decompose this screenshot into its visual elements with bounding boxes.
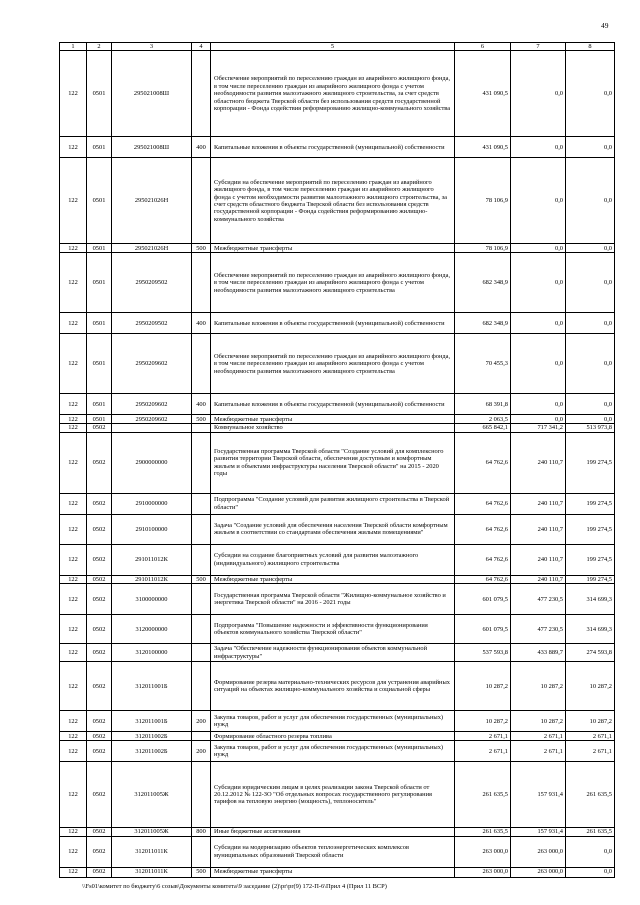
item-name-cell: Государственная программа Тверской области "Создание условий для комплексного развития территории Тверской области, обеспечения доступным и комфортным жильем и объектами инфраструктуры населения Тверской области" на 2015 - 2020 годы (211, 432, 455, 493)
page-number: 49 (601, 21, 609, 30)
target-article-cell: 312011011К (112, 836, 192, 867)
expense-type-cell (192, 762, 211, 828)
admin-code-cell: 122 (60, 644, 87, 662)
target-article-cell (112, 424, 192, 432)
admin-code-cell: 122 (60, 662, 87, 711)
item-name-cell: Государственная программа Тверской области "Жилищно-коммунальное хозяйство и энергетика Тверской области" на 2016 - 2021 годы (211, 584, 455, 615)
amount-col8-cell: 0,0 (566, 253, 615, 313)
expense-type-cell (192, 662, 211, 711)
table-row (60, 615, 615, 644)
amount-col8-cell: 0,0 (566, 415, 615, 424)
amount-col8-cell: 199 274,5 (566, 514, 615, 544)
expense-type-cell: 800 (192, 828, 211, 836)
amount-col8-cell: 0,0 (566, 836, 615, 867)
amount-col6-cell: 64 762,6 (455, 575, 511, 583)
section-code-cell: 0502 (87, 424, 112, 432)
target-article-cell: 312011001Б (112, 662, 192, 711)
item-name-cell: Межбюджетные трансферты (211, 244, 455, 253)
amount-col6-cell: 682 348,9 (455, 313, 511, 334)
expense-type-cell (192, 51, 211, 137)
item-name-cell: Межбюджетные трансферты (211, 575, 455, 583)
amount-col6-cell: 2 063,5 (455, 415, 511, 424)
target-article-cell: 2950209502 (112, 313, 192, 334)
table-row (60, 137, 615, 158)
expense-type-cell (192, 732, 211, 741)
item-name-cell: Межбюджетные трансферты (211, 867, 455, 877)
admin-code-cell: 122 (60, 741, 87, 762)
amount-col7-cell: 0,0 (511, 253, 566, 313)
item-name-cell: Межбюджетные трансферты (211, 415, 455, 424)
amount-col8-cell: 10 287,2 (566, 711, 615, 732)
amount-col7-cell: 477 230,5 (511, 584, 566, 615)
amount-col6-cell: 64 762,6 (455, 432, 511, 493)
target-article-cell: 2910000000 (112, 493, 192, 514)
expense-type-cell (192, 334, 211, 394)
admin-code-cell: 122 (60, 424, 87, 432)
section-code-cell: 0501 (87, 415, 112, 424)
amount-col7-cell: 157 931,4 (511, 762, 566, 828)
admin-code-cell: 122 (60, 51, 87, 137)
admin-code-cell: 122 (60, 615, 87, 644)
amount-col6-cell: 431 090,5 (455, 137, 511, 158)
expense-type-cell (192, 544, 211, 575)
table-row (60, 51, 615, 137)
column-header-2: 2 (87, 43, 112, 51)
item-name-cell: Субсидии на обеспечение мероприятий по переселению граждан из аварийного жилищного фонда, в том числе переселению граждан из аварийного жилищного фонда с учетом необходимости развития малоэтажного жилищного строительства, за счет средств областного бюджета Тверской области без использования средств государственной корпорации - Фонда содействия реформированию жилищно-коммунального хозяйства (211, 158, 455, 244)
target-article-cell: 3120100000 (112, 644, 192, 662)
amount-col6-cell: 10 287,2 (455, 662, 511, 711)
table-row (60, 867, 615, 877)
amount-col6-cell: 10 287,2 (455, 711, 511, 732)
amount-col8-cell: 199 274,5 (566, 493, 615, 514)
table-row (60, 741, 615, 762)
amount-col8-cell: 0,0 (566, 137, 615, 158)
section-code-cell: 0502 (87, 544, 112, 575)
item-name-cell: Закупка товаров, работ и услуг для обеспечения государственных (муниципальных) нужд (211, 711, 455, 732)
target-article-cell: 2950209602 (112, 394, 192, 415)
amount-col6-cell: 261 635,5 (455, 828, 511, 836)
amount-col6-cell: 261 635,5 (455, 762, 511, 828)
amount-col6-cell: 70 455,3 (455, 334, 511, 394)
admin-code-cell: 122 (60, 313, 87, 334)
item-name-cell: Обеспечение мероприятий по переселению граждан из аварийного жилищного фонда, в том числе переселению граждан из аварийного жилищного фонда с учетом необходимости развития малоэтажного жилищного строительства (211, 334, 455, 394)
section-code-cell: 0502 (87, 584, 112, 615)
section-code-cell: 0502 (87, 493, 112, 514)
amount-col7-cell: 240 110,7 (511, 514, 566, 544)
table-row (60, 493, 615, 514)
target-article-cell: 2950209602 (112, 415, 192, 424)
amount-col6-cell: 64 762,6 (455, 493, 511, 514)
amount-col7-cell: 0,0 (511, 137, 566, 158)
amount-col7-cell: 2 671,1 (511, 732, 566, 741)
target-article-cell: 2900000000 (112, 432, 192, 493)
table-row (60, 836, 615, 867)
target-article-cell: 312011005Ж (112, 828, 192, 836)
amount-col7-cell: 433 889,7 (511, 644, 566, 662)
amount-col7-cell: 157 931,4 (511, 828, 566, 836)
section-code-cell: 0501 (87, 244, 112, 253)
admin-code-cell: 122 (60, 415, 87, 424)
item-name-cell: Иные бюджетные ассигнования (211, 828, 455, 836)
amount-col8-cell: 314 699,3 (566, 584, 615, 615)
amount-col7-cell: 0,0 (511, 415, 566, 424)
section-code-cell: 0501 (87, 253, 112, 313)
amount-col7-cell: 240 110,7 (511, 575, 566, 583)
target-article-cell: 291011012К (112, 575, 192, 583)
section-code-cell: 0502 (87, 575, 112, 583)
amount-col8-cell: 274 593,8 (566, 644, 615, 662)
column-header-1: 1 (60, 43, 87, 51)
expense-type-cell (192, 644, 211, 662)
amount-col7-cell: 263 000,0 (511, 867, 566, 877)
section-code-cell: 0502 (87, 662, 112, 711)
target-article-cell: 2950209502 (112, 253, 192, 313)
expense-type-cell: 500 (192, 244, 211, 253)
admin-code-cell: 122 (60, 244, 87, 253)
amount-col6-cell: 78 106,9 (455, 244, 511, 253)
expense-type-cell (192, 514, 211, 544)
admin-code-cell: 122 (60, 544, 87, 575)
table-row (60, 244, 615, 253)
table-row (60, 762, 615, 828)
amount-col6-cell: 78 106,9 (455, 158, 511, 244)
expense-type-cell (192, 493, 211, 514)
amount-col6-cell: 682 348,9 (455, 253, 511, 313)
target-article-cell: 312011011К (112, 867, 192, 877)
amount-col6-cell: 263 000,0 (455, 836, 511, 867)
item-name-cell: Субсидии на создание благоприятных условий для развития малоэтажного (индивидуального) жилищного строительства (211, 544, 455, 575)
target-article-cell: 295021008Ш (112, 137, 192, 158)
target-article-cell: 312011002Б (112, 732, 192, 741)
target-article-cell: 295021008Ш (112, 51, 192, 137)
item-name-cell: Субсидии на модернизацию объектов теплоэнергетических комплексов муниципальных образований Тверской области (211, 836, 455, 867)
section-code-cell: 0501 (87, 394, 112, 415)
item-name-cell: Капитальные вложения в объекты государственной (муниципальной) собственности (211, 137, 455, 158)
target-article-cell: 2910100000 (112, 514, 192, 544)
amount-col7-cell: 0,0 (511, 51, 566, 137)
table-row (60, 644, 615, 662)
amount-col6-cell: 263 000,0 (455, 867, 511, 877)
amount-col8-cell: 0,0 (566, 158, 615, 244)
amount-col8-cell: 0,0 (566, 244, 615, 253)
admin-code-cell: 122 (60, 137, 87, 158)
expense-type-cell: 500 (192, 415, 211, 424)
section-code-cell: 0502 (87, 644, 112, 662)
admin-code-cell: 122 (60, 732, 87, 741)
expense-type-cell: 400 (192, 313, 211, 334)
amount-col6-cell: 601 079,5 (455, 615, 511, 644)
section-code-cell: 0502 (87, 741, 112, 762)
section-code-cell: 0501 (87, 334, 112, 394)
table-row (60, 253, 615, 313)
admin-code-cell: 122 (60, 762, 87, 828)
amount-col7-cell: 10 287,2 (511, 711, 566, 732)
amount-col8-cell: 2 671,1 (566, 741, 615, 762)
amount-col8-cell: 0,0 (566, 394, 615, 415)
target-article-cell: 3100000000 (112, 584, 192, 615)
table-row (60, 828, 615, 836)
expense-type-cell (192, 424, 211, 432)
admin-code-cell: 122 (60, 828, 87, 836)
amount-col8-cell: 0,0 (566, 313, 615, 334)
table-row (60, 732, 615, 741)
budget-table (59, 42, 615, 878)
expense-type-cell: 200 (192, 741, 211, 762)
section-code-cell: 0501 (87, 313, 112, 334)
amount-col8-cell: 0,0 (566, 334, 615, 394)
item-name-cell: Формирование областного резерва топлива (211, 732, 455, 741)
expense-type-cell: 400 (192, 394, 211, 415)
item-name-cell: Коммунальное хозяйство (211, 424, 455, 432)
amount-col7-cell: 0,0 (511, 313, 566, 334)
admin-code-cell: 122 (60, 575, 87, 583)
amount-col6-cell: 537 593,8 (455, 644, 511, 662)
expense-type-cell (192, 432, 211, 493)
target-article-cell: 295021026Н (112, 244, 192, 253)
amount-col8-cell: 314 699,3 (566, 615, 615, 644)
amount-col7-cell: 0,0 (511, 394, 566, 415)
table-row (60, 514, 615, 544)
admin-code-cell: 122 (60, 432, 87, 493)
section-code-cell: 0502 (87, 828, 112, 836)
target-article-cell: 291011012К (112, 544, 192, 575)
amount-col8-cell: 513 973,8 (566, 424, 615, 432)
amount-col6-cell: 68 391,8 (455, 394, 511, 415)
admin-code-cell: 122 (60, 394, 87, 415)
amount-col8-cell: 10 287,2 (566, 662, 615, 711)
column-header-row (60, 43, 615, 51)
item-name-cell: Закупка товаров, работ и услуг для обеспечения государственных (муниципальных) нужд (211, 741, 455, 762)
amount-col8-cell: 2 671,1 (566, 732, 615, 741)
target-article-cell: 3120000000 (112, 615, 192, 644)
table-row (60, 394, 615, 415)
item-name-cell: Обеспечение мероприятий по переселению граждан из аварийного жилищного фонда, в том числе переселению граждан из аварийного жилищного фонда с учетом необходимости развития малоэтажного жилищного строительства (211, 253, 455, 313)
column-header-5: 5 (211, 43, 455, 51)
table-row (60, 334, 615, 394)
section-code-cell: 0502 (87, 732, 112, 741)
section-code-cell: 0501 (87, 137, 112, 158)
item-name-cell: Задача "Обеспечение надежности функционирования объектов коммунальной инфраструктуры" (211, 644, 455, 662)
amount-col8-cell: 199 274,5 (566, 544, 615, 575)
section-code-cell: 0502 (87, 615, 112, 644)
section-code-cell: 0502 (87, 432, 112, 493)
amount-col8-cell: 199 274,5 (566, 575, 615, 583)
admin-code-cell: 122 (60, 867, 87, 877)
amount-col7-cell: 10 287,2 (511, 662, 566, 711)
table-row (60, 432, 615, 493)
table-row (60, 575, 615, 583)
admin-code-cell: 122 (60, 493, 87, 514)
expense-type-cell (192, 253, 211, 313)
section-code-cell: 0501 (87, 158, 112, 244)
amount-col7-cell: 0,0 (511, 158, 566, 244)
amount-col6-cell: 2 671,1 (455, 741, 511, 762)
admin-code-cell: 122 (60, 836, 87, 867)
column-header-8: 8 (566, 43, 615, 51)
target-article-cell: 312011002Б (112, 741, 192, 762)
amount-col8-cell: 0,0 (566, 867, 615, 877)
item-name-cell: Подпрограмма "Создание условий для развития жилищного строительства в Тверской области" (211, 493, 455, 514)
admin-code-cell: 122 (60, 158, 87, 244)
target-article-cell: 312011005Ж (112, 762, 192, 828)
amount-col7-cell: 240 110,7 (511, 493, 566, 514)
amount-col6-cell: 665 842,1 (455, 424, 511, 432)
amount-col7-cell: 240 110,7 (511, 544, 566, 575)
item-name-cell: Формирование резерва материально-технических ресурсов для устранения аварийных ситуаций на объектах жилищно-коммунального хозяйства и социальной сферы (211, 662, 455, 711)
expense-type-cell: 500 (192, 867, 211, 877)
section-code-cell: 0501 (87, 51, 112, 137)
amount-col8-cell: 261 635,5 (566, 828, 615, 836)
amount-col8-cell: 0,0 (566, 51, 615, 137)
column-header-3: 3 (112, 43, 192, 51)
table-row (60, 415, 615, 424)
footer-file-path: \\Fs01\комитет по бюджету\6 созыв\Документы комитета\9 заседание (2)\pr\pr(9) 172-П-6\Прил 4 (Прил 11 ВСР) (82, 883, 387, 890)
amount-col6-cell: 601 079,5 (455, 584, 511, 615)
amount-col7-cell: 0,0 (511, 334, 566, 394)
admin-code-cell: 122 (60, 711, 87, 732)
amount-col7-cell: 263 000,0 (511, 836, 566, 867)
amount-col6-cell: 64 762,6 (455, 514, 511, 544)
expense-type-cell (192, 158, 211, 244)
item-name-cell: Обеспечение мероприятий по переселению граждан из аварийного жилищного фонда, в том числе переселению граждан из аварийного жилищного фонда с учетом необходимости развития малоэтажного жилищного строительства, за счет средств областного бюджета Тверской области без использования средств государственной корпорации - Фонда содействия реформированию жилищно-коммунального хозяйства (211, 51, 455, 137)
column-header-4: 4 (192, 43, 211, 51)
item-name-cell: Субсидии юридическим лицам в целях реализации закона Тверской области от 20.12.2012 № 122-ЗО "Об отдельных вопросах государственного регулирования тарифов на тепловую энергию (мощность), теплоноситель" (211, 762, 455, 828)
amount-col6-cell: 431 090,5 (455, 51, 511, 137)
item-name-cell: Капитальные вложения в объекты государственной (муниципальной) собственности (211, 394, 455, 415)
amount-col6-cell: 64 762,6 (455, 544, 511, 575)
amount-col7-cell: 477 230,5 (511, 615, 566, 644)
amount-col8-cell: 199 274,5 (566, 432, 615, 493)
table-row (60, 711, 615, 732)
expense-type-cell: 500 (192, 575, 211, 583)
admin-code-cell: 122 (60, 334, 87, 394)
target-article-cell: 312011001Б (112, 711, 192, 732)
section-code-cell: 0502 (87, 711, 112, 732)
expense-type-cell (192, 584, 211, 615)
expense-type-cell: 400 (192, 137, 211, 158)
target-article-cell: 2950209602 (112, 334, 192, 394)
section-code-cell: 0502 (87, 836, 112, 867)
item-name-cell: Подпрограмма "Повышение надежности и эффективности функционирования объектов коммунального хозяйства Тверской области" (211, 615, 455, 644)
amount-col7-cell: 2 671,1 (511, 741, 566, 762)
item-name-cell: Капитальные вложения в объекты государственной (муниципальной) собственности (211, 313, 455, 334)
expense-type-cell: 200 (192, 711, 211, 732)
table-row (60, 424, 615, 432)
amount-col7-cell: 240 110,7 (511, 432, 566, 493)
item-name-cell: Задача "Создание условий для обеспечения населения Тверской области комфортным жильем в соответствии со стандартами обеспечения жилыми помещениями" (211, 514, 455, 544)
amount-col8-cell: 261 635,5 (566, 762, 615, 828)
admin-code-cell: 122 (60, 584, 87, 615)
expense-type-cell (192, 836, 211, 867)
column-header-7: 7 (511, 43, 566, 51)
amount-col6-cell: 2 671,1 (455, 732, 511, 741)
table-row (60, 313, 615, 334)
section-code-cell: 0502 (87, 514, 112, 544)
table-row (60, 158, 615, 244)
admin-code-cell: 122 (60, 253, 87, 313)
table-row (60, 544, 615, 575)
target-article-cell: 295021026Н (112, 158, 192, 244)
amount-col7-cell: 717 341,2 (511, 424, 566, 432)
admin-code-cell: 122 (60, 514, 87, 544)
table-row (60, 584, 615, 615)
section-code-cell: 0502 (87, 867, 112, 877)
column-header-6: 6 (455, 43, 511, 51)
expense-type-cell (192, 615, 211, 644)
table-row (60, 662, 615, 711)
section-code-cell: 0502 (87, 762, 112, 828)
amount-col7-cell: 0,0 (511, 244, 566, 253)
